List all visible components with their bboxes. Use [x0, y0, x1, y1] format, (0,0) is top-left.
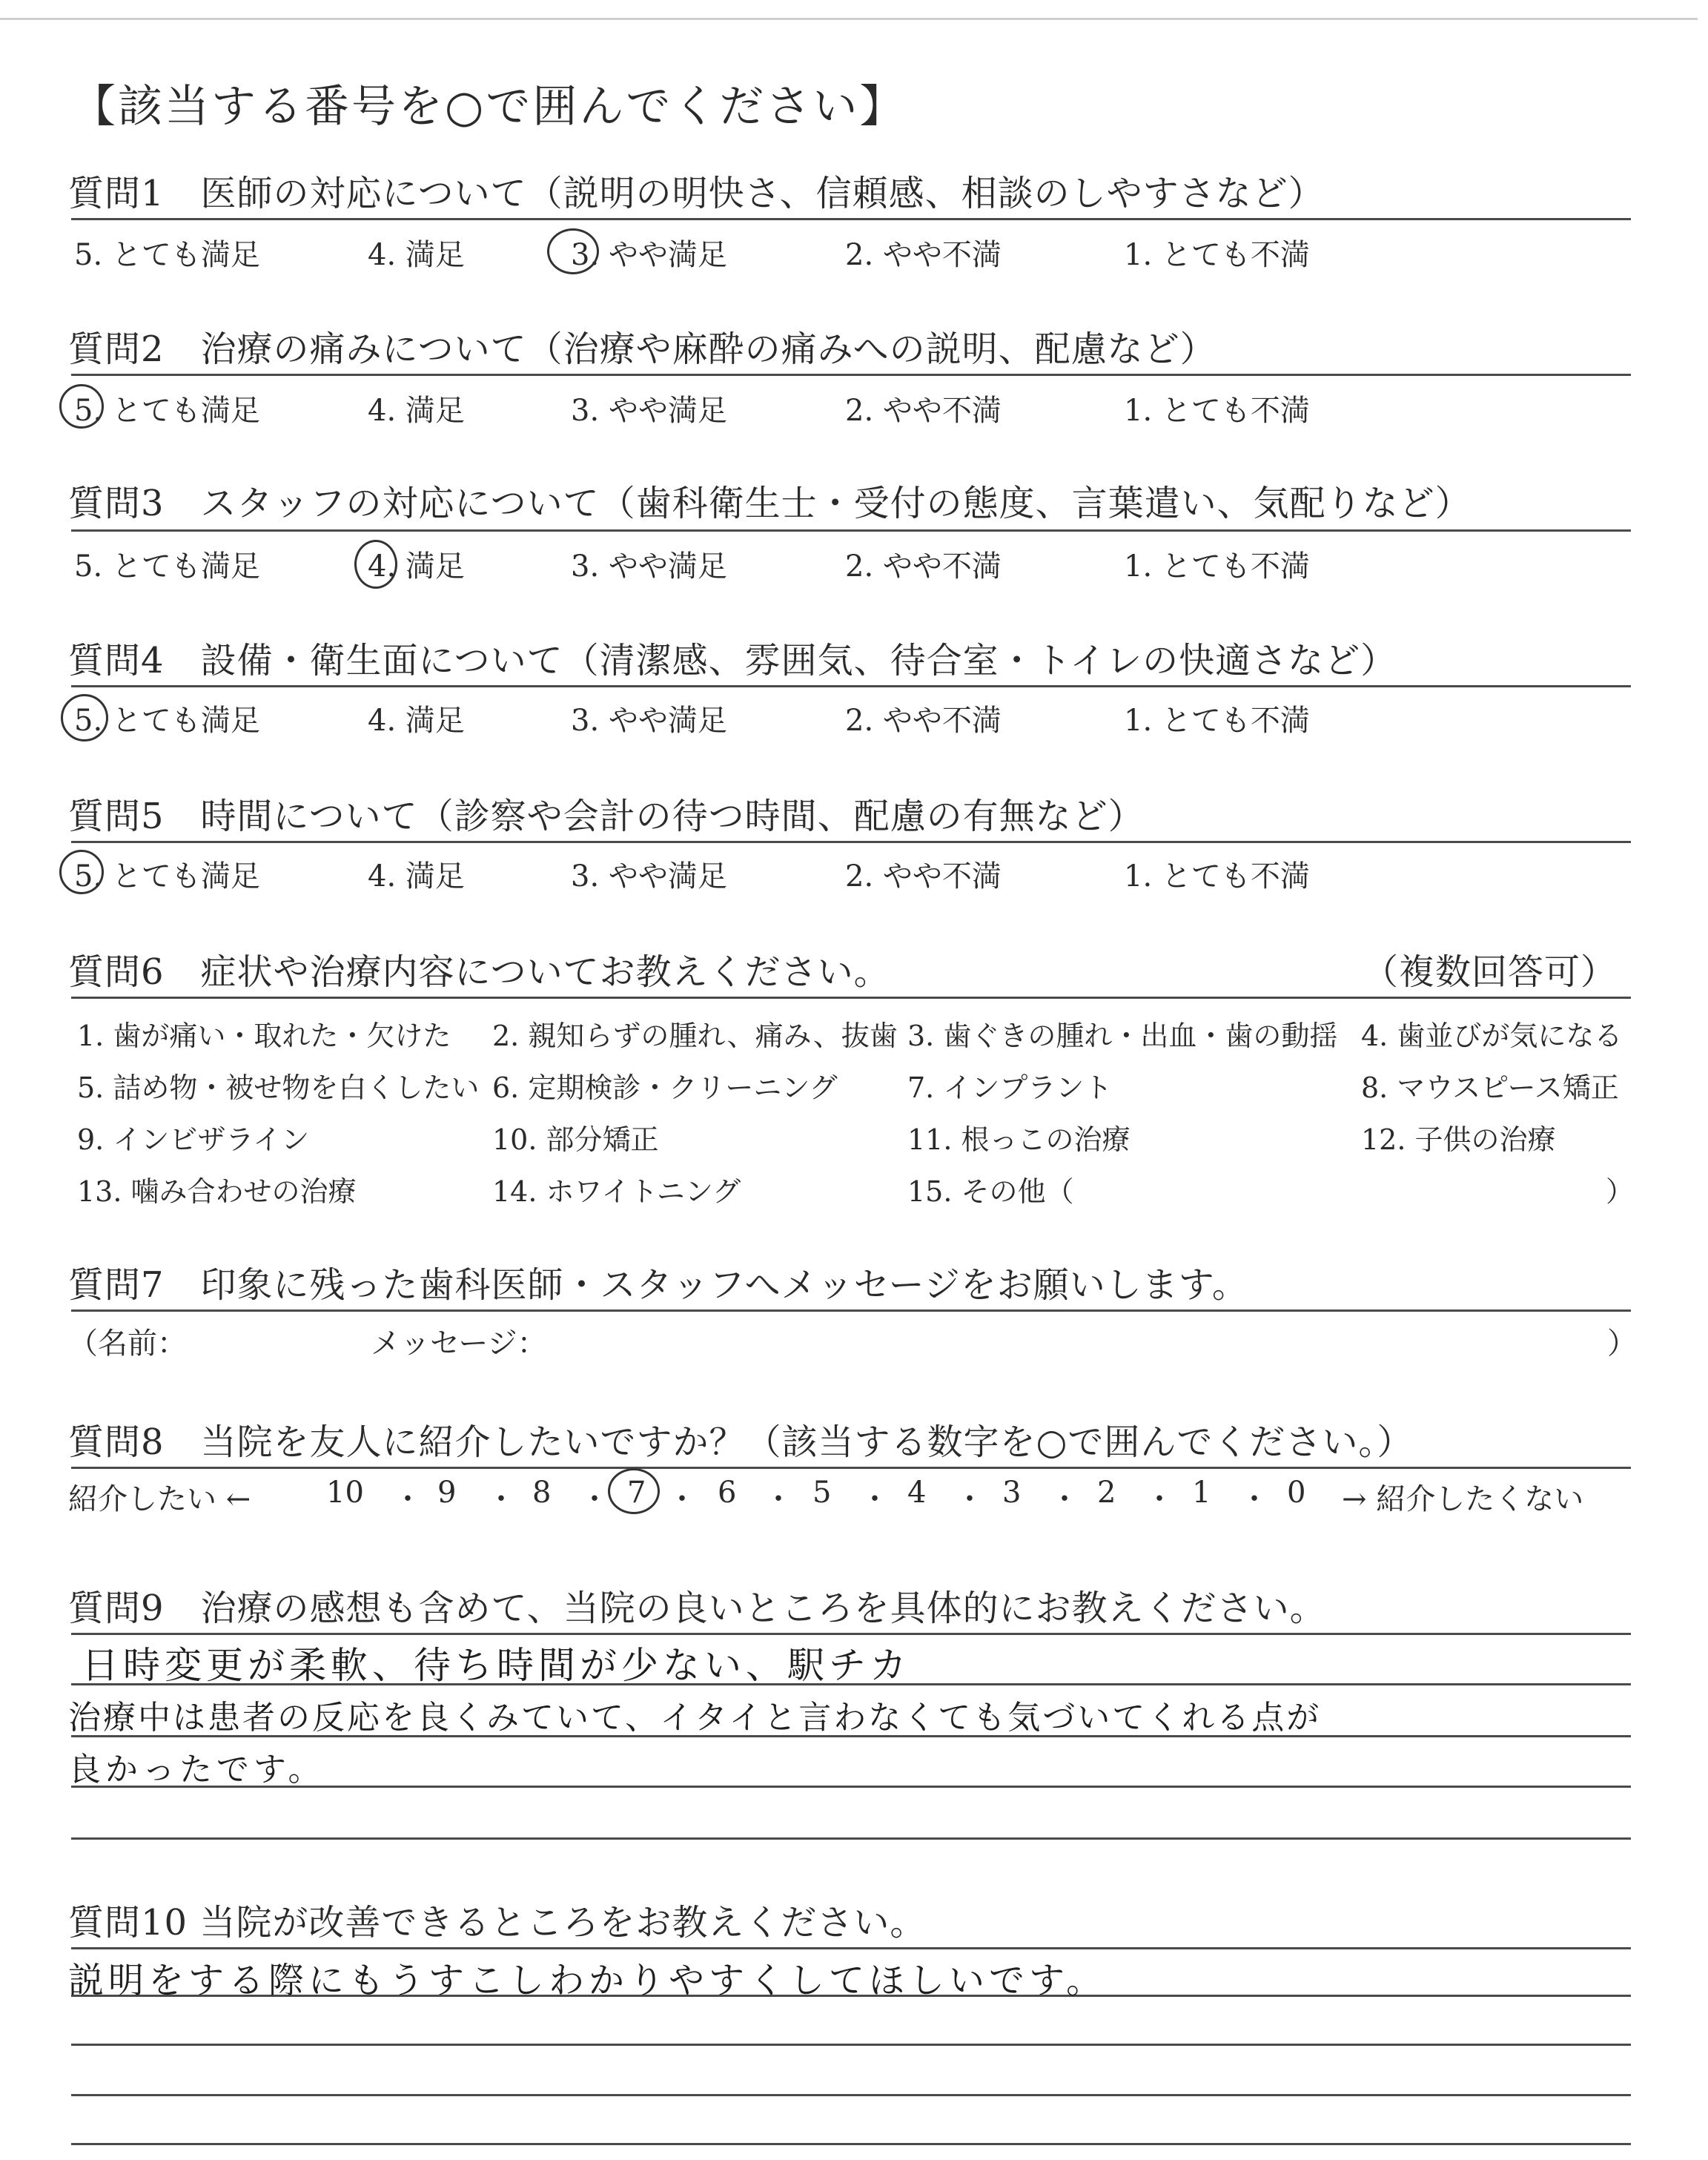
q2-option-2[interactable]: 2. やや不満 — [845, 394, 1002, 428]
q4-option-3[interactable]: 3. やや満足 — [571, 704, 727, 738]
q10-line-4 — [71, 2094, 1631, 2096]
q6-item-10[interactable]: 10. 部分矯正 — [492, 1123, 659, 1156]
q8-scale-2[interactable]: 2 — [1097, 1476, 1116, 1510]
q6-item-7[interactable]: 7. インプラント — [907, 1071, 1113, 1104]
q8-right-label: → 紹介したくない — [1342, 1482, 1584, 1516]
question-6-title: 質問6 症状や治療内容についてお教えください。 — [68, 951, 890, 993]
q8-separator: ・ — [1145, 1482, 1174, 1516]
question-3-title: 質問3 スタッフの対応について（歯科衛生士・受付の態度、言葉遣い、気配りなど） — [68, 483, 1472, 524]
q6-item-1[interactable]: 1. 歯が痛い・取れた・欠けた — [77, 1020, 451, 1052]
q8-scale-0[interactable]: 0 — [1287, 1476, 1306, 1510]
q1-option-3[interactable]: 3. やや満足 — [571, 238, 727, 272]
q9-line-1 — [71, 1633, 1631, 1635]
question-2-title: 質問2 治療の痛みについて（治療や麻酔の痛みへの説明、配慮など） — [68, 328, 1217, 370]
q7-close-paren: ） — [1607, 1327, 1637, 1361]
q3-option-5[interactable]: 5. とても満足 — [74, 549, 260, 584]
q8-scale-6[interactable]: 6 — [718, 1476, 737, 1510]
q9-handwritten-line-3: 良かったです。 — [68, 1751, 325, 1789]
q8-scale-5[interactable]: 5 — [812, 1476, 832, 1510]
question-6-note: （複数回答可） — [1363, 951, 1618, 993]
q1-option-5[interactable]: 5. とても満足 — [74, 238, 260, 272]
q4-option-1[interactable]: 1. とても不満 — [1124, 704, 1310, 738]
q6-item-15-close: ） — [1606, 1175, 1635, 1208]
q2-option-3[interactable]: 3. やや満足 — [571, 394, 727, 428]
q5-option-3[interactable]: 3. やや満足 — [571, 859, 727, 894]
q6-item-12[interactable]: 12. 子供の治療 — [1361, 1123, 1556, 1156]
q9-handwritten-line-2: 治療中は患者の反応を良くみていて、イタイと言わなくても気づいてくれる点が — [68, 1699, 1322, 1737]
q8-scale-1[interactable]: 1 — [1192, 1476, 1211, 1510]
q6-item-5[interactable]: 5. 詰め物・被せ物を白くしたい — [77, 1071, 480, 1104]
question-4-title: 質問4 設備・衛生面について（清潔感、雰囲気、待合室・トイレの快適さなど） — [68, 640, 1397, 681]
q7-message-label: メッセージ： — [371, 1327, 547, 1361]
q8-separator: ・ — [764, 1482, 793, 1516]
q10-handwritten-line-1: 説明をする際にもうすこしわかりやすくしてほしいです。 — [68, 1960, 1107, 2001]
q6-item-6[interactable]: 6. 定期検診・クリーニング — [492, 1071, 838, 1104]
q8-scale-8[interactable]: 8 — [532, 1476, 552, 1510]
q4-option-5[interactable]: 5. とても満足 — [74, 704, 260, 738]
q8-scale-7[interactable]: 7 — [627, 1476, 646, 1510]
q8-left-label: 紹介したい ← — [68, 1482, 251, 1516]
q5-option-4[interactable]: 4. 満足 — [368, 859, 465, 894]
q4-option-4[interactable]: 4. 満足 — [368, 704, 465, 738]
instruction-heading: 【該当する番号を○で囲んでください】 — [71, 81, 907, 133]
q6-item-2[interactable]: 2. 親知らずの腫れ、痛み、抜歯 — [492, 1020, 898, 1052]
q8-separator: ・ — [580, 1482, 609, 1516]
q4-selection-circle — [61, 694, 108, 742]
q6-item-3[interactable]: 3. 歯ぐきの腫れ・出血・歯の動揺 — [907, 1020, 1338, 1052]
q1-option-4[interactable]: 4. 満足 — [368, 238, 465, 272]
q6-item-11[interactable]: 11. 根っこの治療 — [907, 1123, 1131, 1156]
scan-edge-line — [0, 18, 1698, 20]
q1-selection-circle — [547, 228, 599, 274]
q3-option-4[interactable]: 4. 満足 — [368, 549, 465, 584]
q10-line-5 — [71, 2143, 1631, 2145]
q8-separator: ・ — [1050, 1482, 1079, 1516]
question-8-title: 質問8 当院を友人に紹介したいですか？（該当する数字を○で囲んでください。） — [68, 1421, 1414, 1463]
q2-option-5[interactable]: 5. とても満足 — [74, 394, 260, 428]
q8-scale-3[interactable]: 3 — [1002, 1476, 1022, 1510]
q8-separator: ・ — [667, 1482, 697, 1516]
question-4-rule — [71, 685, 1631, 687]
q8-separator: ・ — [955, 1482, 984, 1516]
q5-selection-circle — [59, 850, 104, 894]
q3-option-3[interactable]: 3. やや満足 — [571, 549, 727, 584]
question-9-title: 質問9 治療の感想も含めて、当院の良いところを具体的にお教えください。 — [68, 1588, 1326, 1629]
q5-option-2[interactable]: 2. やや不満 — [845, 859, 1002, 894]
q1-option-1[interactable]: 1. とても不満 — [1124, 238, 1310, 272]
question-7-rule — [71, 1309, 1631, 1312]
q2-selection-circle — [59, 384, 104, 429]
question-10-title: 質問10 当院が改善できるところをお教えください。 — [68, 1902, 927, 1943]
q6-item-13[interactable]: 13. 噛み合わせの治療 — [77, 1175, 357, 1208]
question-5-rule — [71, 841, 1631, 843]
q10-line-3 — [71, 2044, 1631, 2046]
q1-option-2[interactable]: 2. やや不満 — [845, 238, 1002, 272]
q6-item-8[interactable]: 8. マウスピース矯正 — [1361, 1071, 1619, 1104]
q8-separator: ・ — [486, 1482, 516, 1516]
q6-item-9[interactable]: 9. インビザライン — [77, 1123, 310, 1156]
q8-scale-10[interactable]: 10 — [326, 1476, 364, 1510]
question-8-rule — [71, 1467, 1631, 1469]
q10-line-1 — [71, 1947, 1631, 1949]
q8-scale-9[interactable]: 9 — [437, 1476, 457, 1510]
q2-option-4[interactable]: 4. 満足 — [368, 394, 465, 428]
q3-selection-circle — [354, 540, 397, 589]
q9-line-5 — [71, 1837, 1631, 1840]
question-1-rule — [71, 218, 1631, 220]
q9-handwritten-line-1: 日時変更が柔軟、待ち時間が少ない、駅チカ — [82, 1644, 911, 1687]
q8-selection-circle — [608, 1468, 660, 1514]
q8-separator: ・ — [1239, 1482, 1269, 1516]
q6-item-15[interactable]: 15. その他（ — [907, 1175, 1074, 1208]
q8-scale-4[interactable]: 4 — [907, 1476, 927, 1510]
q4-option-2[interactable]: 2. やや不満 — [845, 704, 1002, 738]
question-3-rule — [71, 529, 1631, 532]
question-6-rule — [71, 997, 1631, 999]
question-1-title: 質問1 医師の対応について（説明の明快さ、信頼感、相談のしやすさなど） — [68, 173, 1325, 214]
q6-item-4[interactable]: 4. 歯並びが気になる — [1361, 1020, 1623, 1052]
q3-option-1[interactable]: 1. とても不満 — [1124, 549, 1310, 584]
q8-separator: ・ — [393, 1482, 423, 1516]
q3-option-2[interactable]: 2. やや不満 — [845, 549, 1002, 584]
q8-separator: ・ — [860, 1482, 890, 1516]
q5-option-1[interactable]: 1. とても不満 — [1124, 859, 1310, 894]
q7-name-label: （名前： — [68, 1327, 187, 1361]
q2-option-1[interactable]: 1. とても不満 — [1124, 394, 1310, 428]
q5-option-5[interactable]: 5. とても満足 — [74, 859, 260, 894]
question-7-title: 質問7 印象に残った歯科医師・スタッフへメッセージをお願いします。 — [68, 1264, 1248, 1306]
q6-item-14[interactable]: 14. ホワイトニング — [492, 1175, 741, 1208]
question-5-title: 質問5 時間について（診察や会計の待つ時間、配慮の有無など） — [68, 796, 1145, 837]
question-2-rule — [71, 374, 1631, 376]
